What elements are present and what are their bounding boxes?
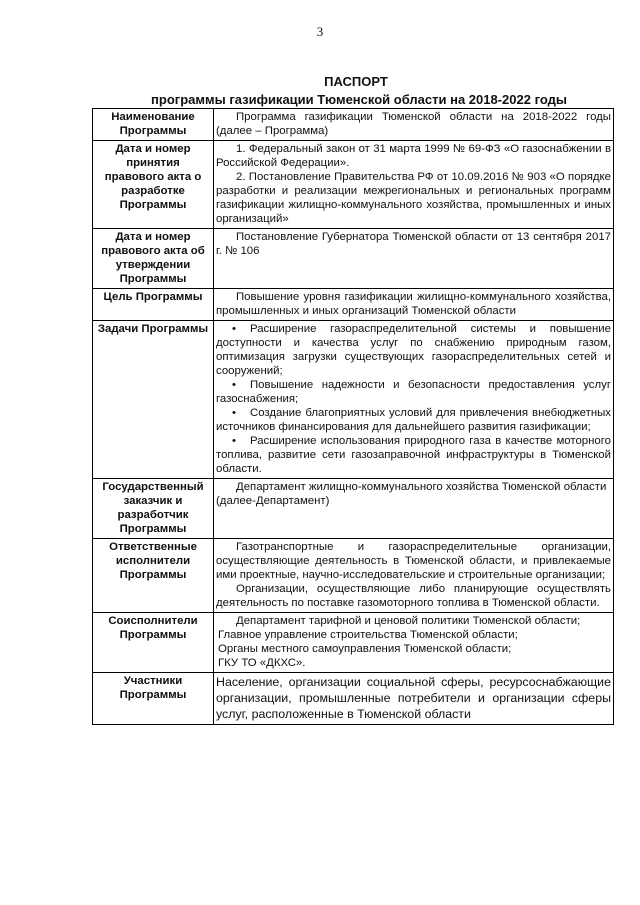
executors-item-2: Организации, осуществляющие либо планирующие осуществлять деятельность по поставке газомоторного топлива в Тюменской области. (216, 583, 611, 609)
passport-table (92, 108, 614, 725)
table-row-customer (93, 479, 614, 539)
list-item (216, 378, 611, 406)
table-row-goal (93, 289, 614, 321)
task-item-2: Повышение надежности и безопасности предоставления услуг газоснабжения; (216, 379, 611, 405)
row-label-tasks: Задачи Программы (93, 321, 214, 479)
list-item (216, 322, 611, 378)
page-number: 3 (316, 24, 324, 39)
table-row-participants (93, 673, 614, 725)
table-row-development-act (93, 141, 614, 229)
row-value-approval-act (214, 229, 614, 289)
row-value-goal (214, 289, 614, 321)
table-row-executors (93, 539, 614, 613)
row-value-tasks (214, 321, 614, 479)
table-row-name (93, 109, 614, 141)
co-executors-item-3: Органы местного самоуправления Тюменской области; (218, 643, 512, 655)
bullet-icon: • (232, 323, 236, 335)
row-label-co-executors: Соисполнители Программы (93, 613, 214, 673)
bullet-icon: • (232, 379, 236, 391)
row-label-participants: Участники Программы (93, 673, 214, 725)
task-item-3: Создание благоприятных условий для привлечения внебюджетных источников финансирования для дальнейшего развития газификации; (216, 407, 611, 433)
table-row-approval-act (93, 229, 614, 289)
bullet-icon: • (232, 435, 236, 447)
list-item (216, 406, 611, 434)
customer-text: Департамент жилищно-коммунального хозяйства Тюменской области (далее-Департамент) (216, 481, 607, 507)
bullet-icon: • (232, 407, 236, 419)
row-label-customer: Государственный заказчик и разработчик Программы (93, 479, 214, 539)
row-value-name (214, 109, 614, 141)
development-act-item-1: 1. Федеральный закон от 31 марта 1999 № 69-ФЗ «О газоснабжении в Российской Федерации». (216, 143, 611, 169)
row-value-co-executors (214, 613, 614, 673)
document-title: ПАСПОРТ (324, 74, 388, 89)
co-executors-item-4: ГКУ ТО «ДКХС». (218, 657, 306, 669)
row-label-goal: Цель Программы (93, 289, 214, 321)
row-value-executors (214, 539, 614, 613)
document-subtitle: программы газификации Тюменской области на 2018-2022 годы (151, 92, 567, 107)
executors-item-1: Газотранспортные и газораспределительные организации, осуществляющие деятельность в Тюменской области, и привлекаемые ими проектные, научно-исследовательские и строительные организации; (216, 541, 611, 581)
task-item-1: Расширение газораспределительной системы и повышение доступности и качества услуг по снабжению природным газом, оптимизация загрузки существующих газораспределительных сетей и сооружений; (216, 323, 611, 377)
goal-text: Повышение уровня газификации жилищно-коммунального хозяйства, промышленных и иных организаций Тюменской области (216, 291, 611, 317)
name-text: Программа газификации Тюменской области на 2018-2022 годы (далее – Программа) (216, 111, 611, 137)
co-executors-item-1: Департамент тарифной и ценовой политики Тюменской области; (236, 615, 581, 627)
task-item-4: Расширение использования природного газа в качестве моторного топлива, развитие сети газозаправочной инфраструктуры в Тюменской области. (216, 435, 611, 475)
row-label-executors: Ответственные исполнители Программы (93, 539, 214, 613)
row-label-approval-act: Дата и номер правового акта об утверждении Программы (93, 229, 214, 289)
table-row-co-executors (93, 613, 614, 673)
row-value-customer (214, 479, 614, 539)
row-value-participants (214, 673, 614, 725)
row-value-development-act (214, 141, 614, 229)
row-label-development-act: Дата и номер принятия правового акта о разработке Программы (93, 141, 214, 229)
list-item (216, 434, 611, 476)
co-executors-item-2: Главное управление строительства Тюменской области; (218, 629, 518, 641)
table-row-tasks (93, 321, 614, 479)
development-act-item-2: 2. Постановление Правительства РФ от 10.09.2016 № 903 «О порядке разработки и реализации межрегиональных и региональных программ газификации жилищно-коммунального хозяйства, промышленных и иных организаций» (216, 171, 611, 225)
approval-act-text: Постановление Губернатора Тюменской области от 13 сентября 2017 г. № 106 (216, 231, 611, 257)
participants-text: Население, организации социальной сферы, ресурсоснабжающие организации, промышленные потребители и организации сферы услуг, расположенные в Тюменской области (216, 675, 611, 721)
row-label-name: Наименование Программы (93, 109, 214, 141)
